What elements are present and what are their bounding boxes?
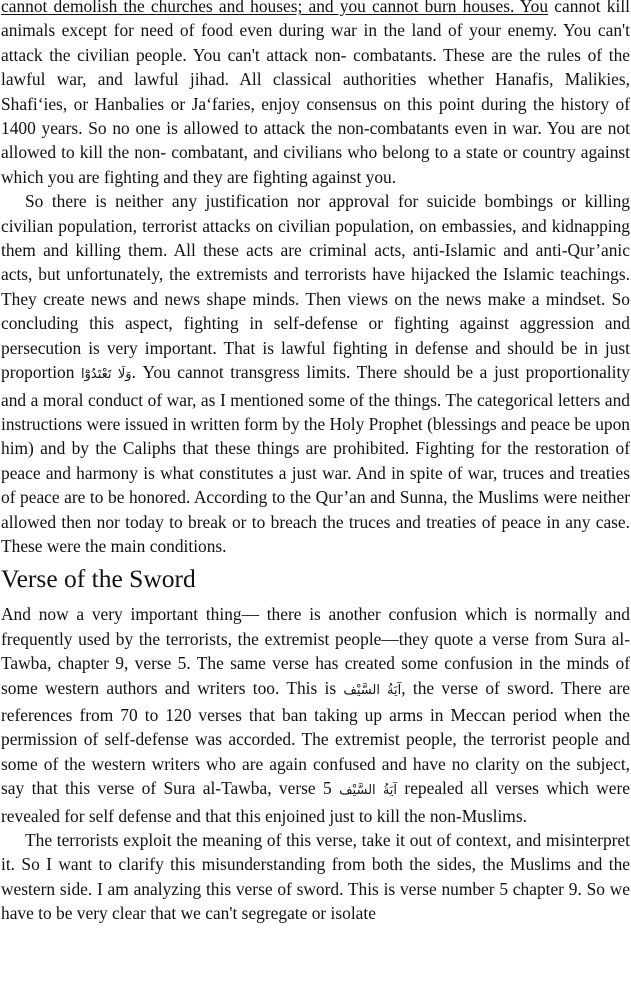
- arabic-phrase: وَلَا تَعْتَدُوْٓا: [81, 367, 132, 383]
- paragraph-rules-of-war: [1, 0, 630, 189]
- paragraph-text: So there is neither any justification nor approval for suicide bombings or killing civilian population, terrorist attacks on civilian population, on embassies, and kidnapping them and killing them. All these acts are criminal acts, anti-Islamic and anti-Qur’anic acts, but unfortunately, the extremists and terrorists have hijacked the Islamic teachings. They create news and news shape minds. Then views on the news make a mindset. So concluding this aspect, fighting in self-defense or fighting against aggression and persecution is very important. That is lawful fighting in defense and should be in just proportion: [1, 191, 630, 383]
- cut-off-top-line: cannot demolish the churches and houses; and you cannot burn houses. You: [1, 0, 549, 16]
- paragraph-misinterpretation: [1, 828, 630, 926]
- section-heading: Verse of the Sword: [1, 564, 196, 594]
- paragraph-no-justification: [1, 189, 630, 558]
- arabic-phrase: آيَةُ السَّيْف: [343, 682, 402, 698]
- paragraph-text: The terrorists exploit the meaning of this verse, take it out of context, and misinterpret it. So I want to clarify this misunderstanding from both the sides, the Muslims and the western side. I am analyzing this verse of sword. This is verse number 5 chapter 9. So we have to be very clear that we can't segregate or isolate: [1, 830, 630, 924]
- paragraph-text: And now a very important thing— there is another confusion which is normally and frequently used by the terrorists, the extremist people—they quote a verse from Sura al-Tawba, chapter 9, verse 5. The same verse has created some confusion in the minds of some western authors and writers too. This is: [1, 604, 630, 698]
- paragraph-text: cannot kill animals except for need of food even during war in the land of your enemy. You can't attack the civilian people. You can't attack non- combatants. These are the rules of the lawful war, and lawful jihad. All classical authorities whether Hanafis, Malikies, Shafi‘ies, or Hanbalies or Ja‘faries, enjoy consensus on this point during the history of 1400 years. So no one is allowed to attack the non-combatants even in war. You are not allowed to kill the non- combatant, and civilians who belong to a state or country against which you are fighting and they are fighting against you.: [1, 0, 630, 187]
- paragraph-verse-confusion: [1, 602, 630, 828]
- paragraph-text: . You cannot transgress limits. There should be a just proportionality and a moral conduct of war, as I mentioned some of the things. The categorical letters and instructions were issued in written form by the Holy Prophet (blessings and peace be upon him) and by the Caliphs that these things are prohibited. Fighting for the restoration of peace and harmony is what constitutes a just war. And in spite of war, truces and treaties of peace are to be honored. According to the Qur’an and Sunna, the Muslims were neither allowed then nor today to break or to breach the truces and treaties of peace in any case. These were the main conditions.: [1, 362, 630, 556]
- arabic-phrase: آيَةُ السَّيْف: [339, 783, 398, 799]
- paragraph-text: repealed all verses which were revealed for self defense and that this enjoined just to kill the non-Muslims.: [1, 778, 630, 826]
- paragraph-text: , the verse of sword. There are references from 70 to 120 verses that ban taking up arms in Meccan period when the permission of self-defense was accorded. The extremist people, the terrorist people and some of the western writers who are again confused and have no clarity on the subject, say that this verse of Sura al-Tawba, verse 5: [1, 677, 630, 799]
